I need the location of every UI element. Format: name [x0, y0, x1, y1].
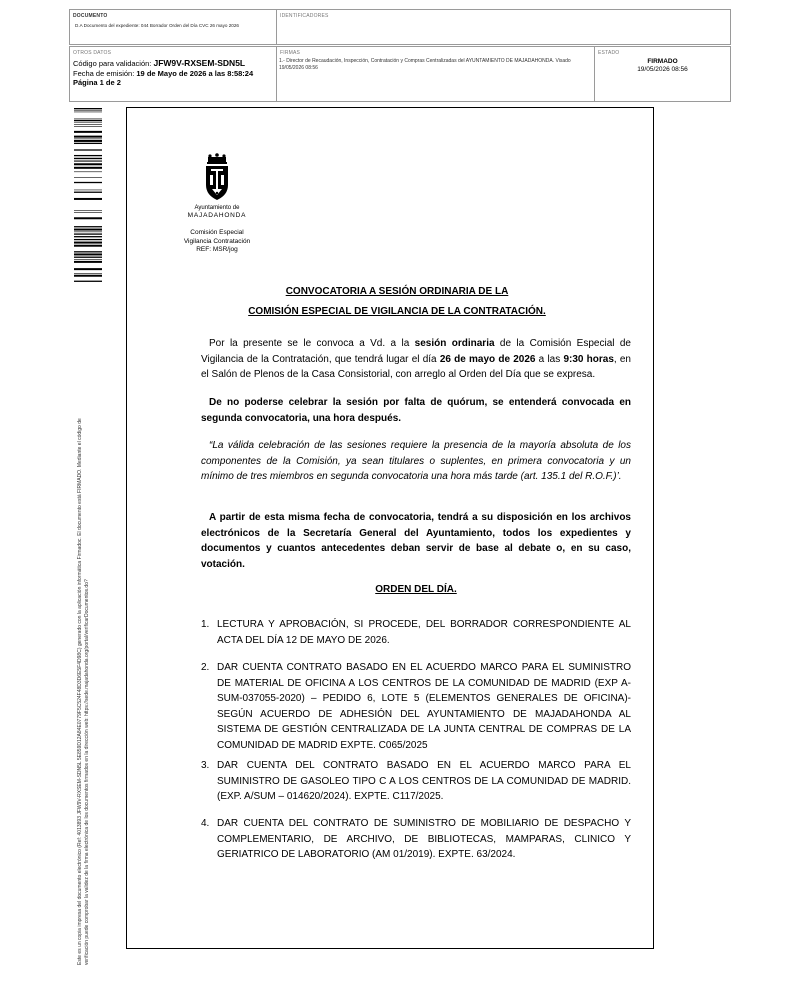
p1-text-g: , en el Salón de Plenos de la Casa Consistorial, con arreglo al Orden del Día que se expresa. [201, 353, 631, 380]
document-title-line1: CONVOCATORIA A SESIÓN ORDINARIA DE LA [285, 286, 509, 297]
commission-line2: Vigilancia Contratación [183, 237, 251, 245]
barcode-image [74, 108, 102, 283]
agenda-item-number: 2. [201, 662, 210, 673]
majadahonda-coat-of-arms-icon [202, 153, 232, 203]
agenda-item-number: 4. [201, 818, 210, 829]
commission-line1: Comisión Especial [190, 229, 244, 236]
side-text-line2: verificación puede comprobar la validez de la firma electrónica de los documentos firmados en la dirección web: https://sede.majadahonda.org/portal/verificarDocumentos.do? [84, 579, 90, 965]
municipality-line1: Ayuntamiento de [194, 205, 240, 211]
documento-label: DOCUMENTO [73, 13, 108, 19]
agenda-item [201, 758, 631, 805]
p1-text-c: de la Comisión Especial de Vigilancia de la Contratación, que tendrá lugar el día [201, 338, 631, 365]
validation-info [73, 59, 253, 88]
agenda-item-number: 3. [201, 760, 210, 771]
rof-quote-text: “La válida celebración de las sesiones requiere la presencia de la mayoría absoluta de los componentes de la Comisión, ya sean titulares o suplentes, en primera convocatoria y un mínimo de tres miembros en segunda convocatoria una hora más tarde (art. 135.1 del R.O.F.)’. [201, 440, 631, 482]
agenda-item-number: 1. [201, 619, 210, 630]
document-title-line2: COMISIÓN ESPECIAL DE VIGILANCIA DE LA CONTRATACIÓN. [248, 306, 546, 317]
otros-datos-cell [70, 47, 276, 101]
rof-quote-paragraph [201, 438, 631, 485]
quorum-text: De no poderse celebrar la sesión por falta de quórum, se entenderá convocada en segunda convocatoria, una hora después. [201, 397, 631, 424]
codigo-label: Código para validación: [73, 59, 152, 68]
firmas-label: FIRMAS [280, 50, 301, 56]
documents-availability-paragraph [201, 510, 631, 572]
agenda-item-text: LECTURA Y APROBACIÓN, SI PROCEDE, DEL BORRADOR CORRESPONDIENTE AL ACTA DEL DÍA 12 DE MAYO DE 2026. [217, 619, 631, 646]
identificadores-label: IDENTIFICADORES [280, 13, 329, 19]
agenda-item [201, 660, 631, 753]
p1-text-e: a las [535, 353, 564, 365]
fecha-value: 19 de Mayo de 2026 a las 8:58:24 [136, 68, 254, 78]
agenda-item [201, 816, 631, 863]
identificadores-cell [276, 10, 730, 44]
orden-del-dia-heading: ORDEN DEL DÍA. [375, 584, 457, 595]
agenda-item-text: DAR CUENTA DEL CONTRATO DE SUMINISTRO DE MOBILIARIO DE DESPACHO Y COMPLEMENTARIO, DE ARCHIVO, DE BIBLIOTECAS, MAMPARAS, CLINICO Y GERIATRICO DE LABORATORIO (AM 01/2019). EXPTE. 63/2024. [217, 818, 631, 860]
documento-cell [70, 10, 276, 44]
firmas-text: 1.- Director de Recaudación, Inspección, Contratación y Compras Centralizadas del AYUNTAMIENTO DE MAJADAHONDA. Visado 19/05/2026 08:56 [279, 58, 571, 71]
p1-session-date: 26 de mayo de 2026 [439, 353, 536, 365]
estado-label: ESTADO [598, 50, 620, 56]
p1-text-a: Por la presente se le convoca a Vd. a la [209, 338, 415, 349]
quorum-paragraph [201, 395, 631, 426]
pagina-indicator: Página 1 de 2 [73, 78, 121, 87]
agenda-item-text: DAR CUENTA CONTRATO BASADO EN EL ACUERDO MARCO PARA EL SUMINISTRO DE MATERIAL DE OFICINA A LOS CENTROS DE LA COMUNIDAD DE MADRID (EXP A-SUM-037055-2020) – PEDIDO 6, LOTE 5 (ELEMENTOS GENERALES DE OFICINA)- SEGÚN ACUERDO DE ADHESIÓN DEL AYUNTAMIENTO DE MAJADAHONDA AL SISTEMA DE GESTIÓN CENTRALIZADA DE LA JUNTA CENTRAL DE COMPRAS DE LA COMUNIDAD DE MADRID EXPTE. C065/2025 [217, 662, 631, 751]
otros-datos-label: OTROS DATOS [73, 50, 112, 56]
side-text-line1: Este es un copia impresa del documento electrónico (Ref: 4013893 JFW9V-RXSEM-SDN5L 5E859D12A84E0779F5C524F48D3D6E5F4D98C) generado con la aplicación informática Firmadoc. El documento está FIRMADO. Mediante el código de [77, 418, 83, 965]
agenda-item [201, 617, 631, 648]
documents-availability-text: A partir de esta misma fecha de convocatoria, tendrá a su disposición en los archivos electrónicos de la Secretaría General del Ayuntamiento, todos los expedientes y documentos y cuantos antecedentes deban servir de base al debate o, en su caso, votación. [201, 512, 631, 570]
verification-side-text [77, 305, 91, 965]
estado-cell [594, 47, 730, 101]
commission-block [157, 229, 277, 255]
estado-value: FIRMADO [647, 58, 678, 65]
convocation-paragraph [201, 336, 631, 383]
fecha-label: Fecha de emisión: [73, 68, 135, 78]
validation-header-bottom [69, 46, 731, 102]
p1-session-time: 9:30 horas [563, 353, 614, 365]
agenda-item-text: DAR CUENTA DEL CONTRATO BASADO EN EL ACUERDO MARCO PARA EL SUMINISTRO DE GASOLEO TIPO C A LOS CENTROS DE LA COMUNIDAD DE MADRID. (EXP. A/SUM – 014620/2024). EXPTE. C117/2025. [217, 760, 631, 802]
estado-date: 19/05/2026 08:56 [637, 66, 688, 73]
validation-header-top [69, 9, 731, 45]
codigo-value[interactable]: JFW9V-RXSEM-SDN5L [153, 58, 246, 68]
firmas-cell [276, 47, 594, 101]
document-page [126, 107, 654, 949]
reference: REF: MSR/jog [196, 246, 238, 253]
p1-session-type: sesión ordinaria [414, 338, 495, 349]
municipality-line2: MAJADAHONDA [187, 212, 247, 219]
documento-title: D.A Documento del expediente: 044 Borrador Orden del Día CVC 26 mayo 2026 [75, 23, 239, 28]
